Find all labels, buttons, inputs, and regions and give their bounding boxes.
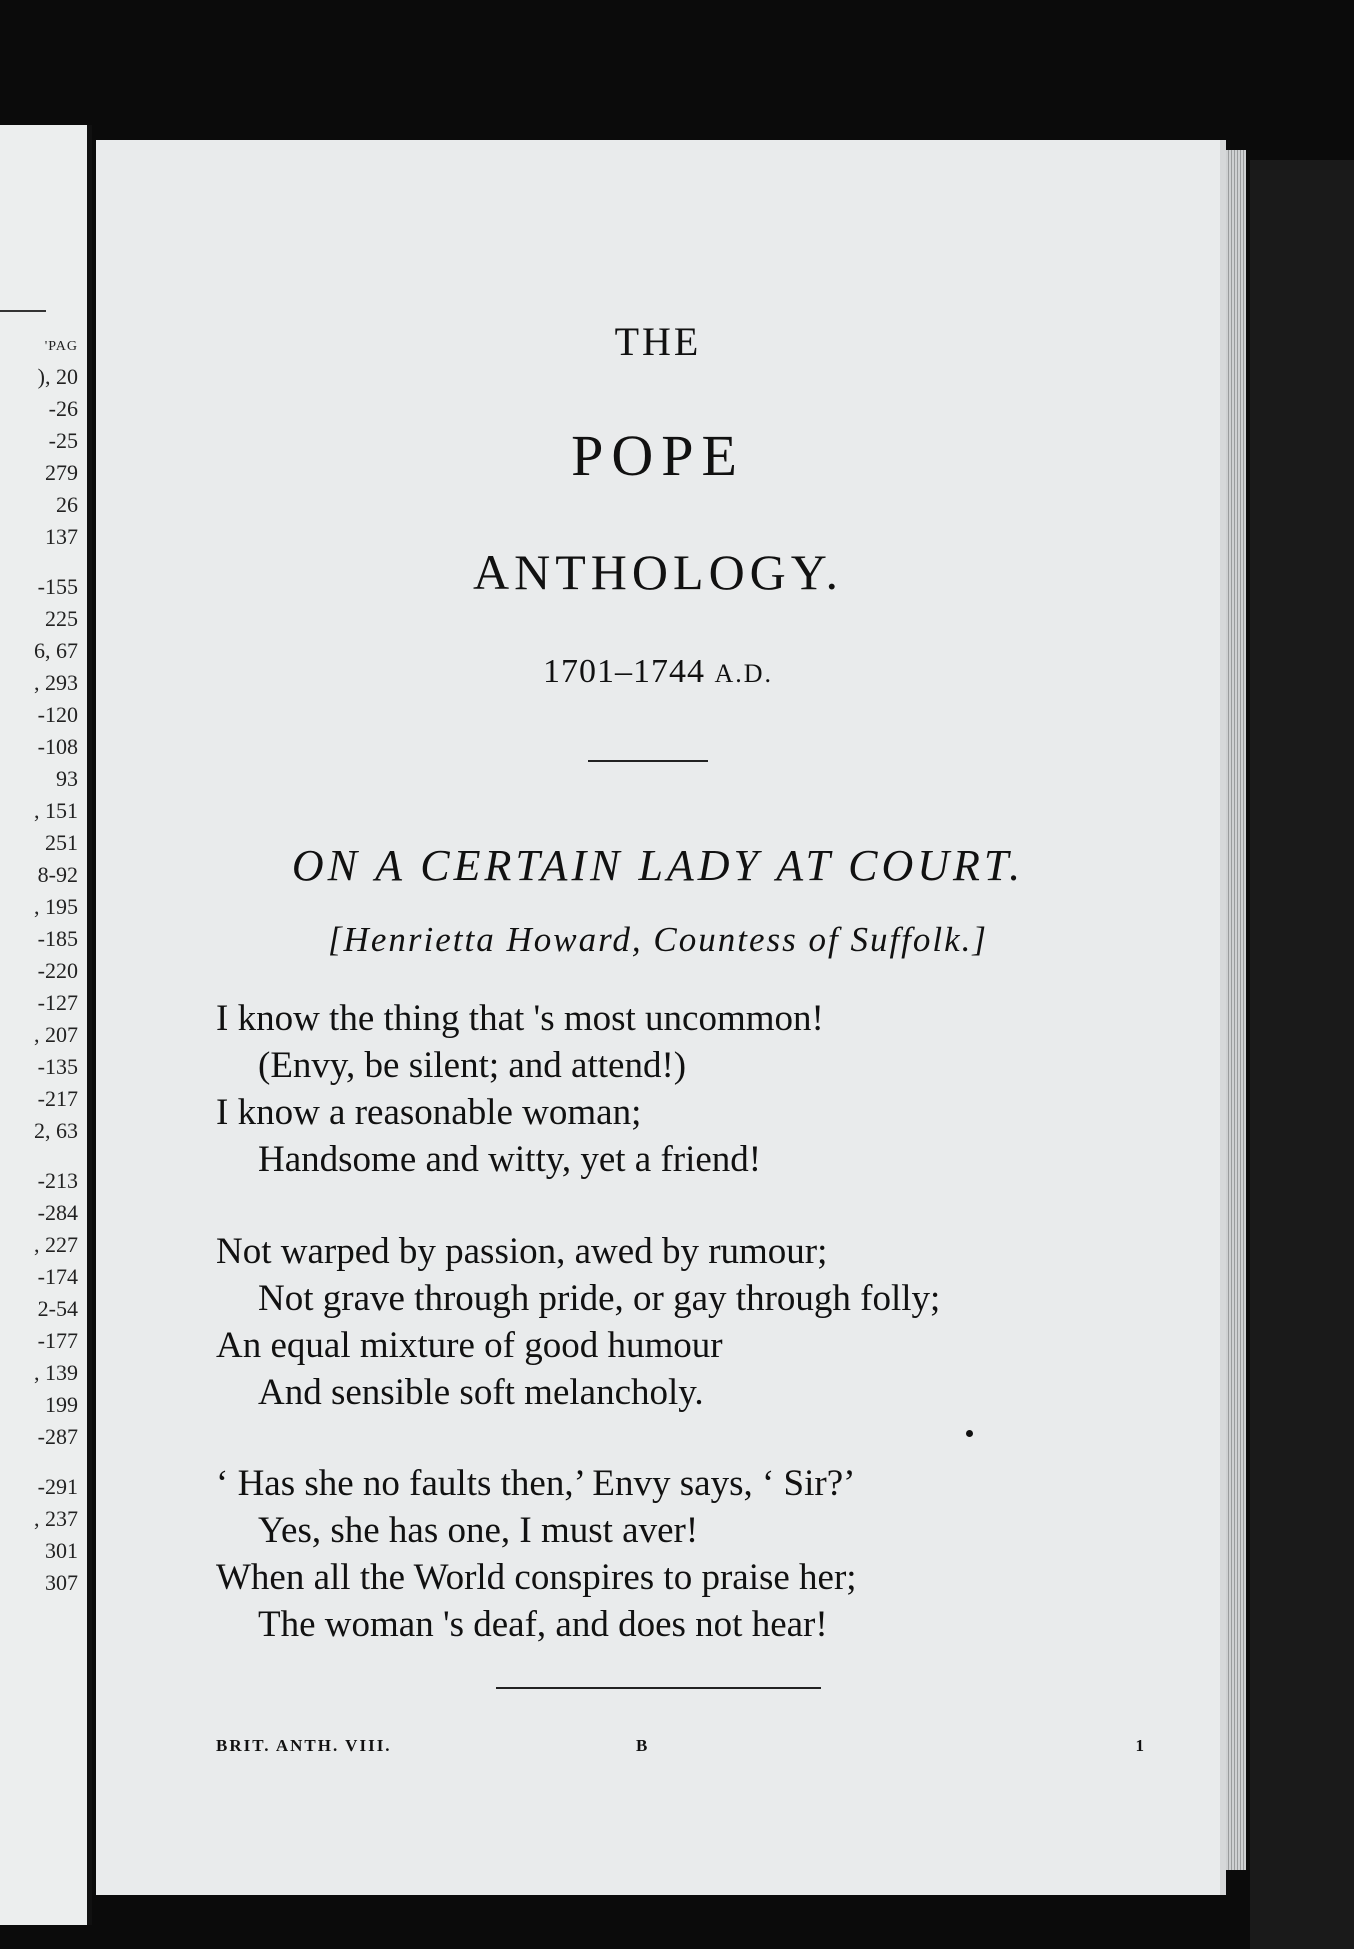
index-ref: , 207	[34, 1022, 78, 1047]
era-label: A.D.	[714, 659, 774, 688]
index-ref: , 293	[34, 670, 78, 695]
index-ref: -287	[37, 1424, 78, 1449]
facing-page-fragment	[0, 125, 92, 1925]
index-ref: , 195	[34, 894, 78, 919]
facing-page-rule	[0, 310, 46, 312]
index-ref: 2, 63	[34, 1118, 78, 1143]
poem-title: ON A CERTAIN LADY AT COURT.	[291, 841, 1025, 890]
index-ref: -220	[37, 958, 78, 983]
index-ref: -213	[37, 1168, 78, 1193]
index-ref: 93	[56, 766, 78, 791]
index-ref: -284	[37, 1200, 78, 1225]
index-ref: -217	[37, 1086, 78, 1111]
index-ref: -155	[37, 574, 78, 599]
index-ref	[0, 1452, 78, 1470]
stanza-3	[216, 1460, 1196, 1648]
verse-line: Handsome and witty, yet a friend!	[258, 1139, 762, 1180]
book-gutter	[87, 125, 92, 1925]
index-ref: -26	[48, 396, 78, 421]
index-ref: 279	[45, 460, 78, 485]
verse-line: ‘ Has she no faults then,’ Envy says, ‘ Sir?’	[216, 1463, 856, 1504]
date-range: 1701–1744	[542, 653, 705, 690]
index-ref: , 227	[34, 1232, 78, 1257]
verse-line: An equal mixture of good humour	[216, 1325, 723, 1366]
index-ref: 301	[45, 1538, 78, 1563]
index-ref: 137	[45, 524, 78, 549]
index-ref: , 139	[34, 1360, 78, 1385]
signature-mark: B	[636, 1736, 650, 1755]
index-ref: 251	[45, 830, 78, 855]
index-ref: -177	[37, 1328, 78, 1353]
title-pope: POPE	[571, 423, 745, 488]
verse-line: (Envy, be silent; and attend!)	[258, 1045, 687, 1086]
verse-line: Not grave through pride, or gay through folly;	[258, 1278, 941, 1319]
ink-speck	[966, 1430, 973, 1437]
book-cover	[1250, 160, 1354, 1949]
index-ref: -135	[37, 1054, 78, 1079]
index-ref: 307	[45, 1570, 78, 1595]
index-ref: -108	[37, 734, 78, 759]
index-ref: -185	[37, 926, 78, 951]
verse-line: And sensible soft melancholy.	[258, 1372, 704, 1413]
index-ref: 199	[45, 1392, 78, 1417]
title-the: THE	[614, 319, 702, 364]
index-ref: 8-92	[37, 862, 78, 887]
index-ref	[0, 552, 78, 570]
index-ref: -174	[37, 1264, 78, 1289]
facing-page-header: 'PAG	[44, 339, 78, 354]
book-page	[96, 140, 1226, 1895]
index-ref: , 151	[34, 798, 78, 823]
index-ref: ), 20	[37, 364, 78, 389]
title-dates	[96, 653, 1220, 691]
index-ref	[0, 1146, 78, 1164]
stanza-2	[216, 1228, 1196, 1416]
poem-end-rule	[496, 1687, 821, 1689]
verse-line: Yes, she has one, I must aver!	[258, 1510, 699, 1551]
verse-line: I know a reasonable woman;	[216, 1092, 642, 1133]
verse-line: When all the World conspires to praise her;	[216, 1557, 857, 1598]
index-ref: 2-54	[37, 1296, 78, 1321]
page-number: 1	[1135, 1736, 1146, 1755]
index-ref: -25	[48, 428, 78, 453]
verse-line: The woman 's deaf, and does not hear!	[258, 1604, 828, 1645]
facing-page-index-column	[0, 330, 78, 1598]
poem-subtitle: [Henrietta Howard, Countess of Suffolk.]	[327, 920, 989, 959]
index-ref: -120	[37, 702, 78, 727]
title-anthology: ANTHOLOGY.	[473, 544, 843, 600]
index-ref: -291	[37, 1474, 78, 1499]
verse-line: Not warped by passion, awed by rumour;	[216, 1231, 828, 1272]
verse-line: I know the thing that 's most uncommon!	[216, 998, 824, 1039]
collection-label: BRIT. ANTH. VIII.	[216, 1736, 392, 1755]
page-edges	[1226, 150, 1246, 1870]
index-ref: , 237	[34, 1506, 78, 1531]
title-divider	[588, 760, 708, 762]
index-ref: 26	[56, 492, 78, 517]
index-ref: 225	[45, 606, 78, 631]
stanza-1	[216, 995, 1196, 1183]
index-ref: 6, 67	[34, 638, 78, 663]
index-ref: -127	[37, 990, 78, 1015]
